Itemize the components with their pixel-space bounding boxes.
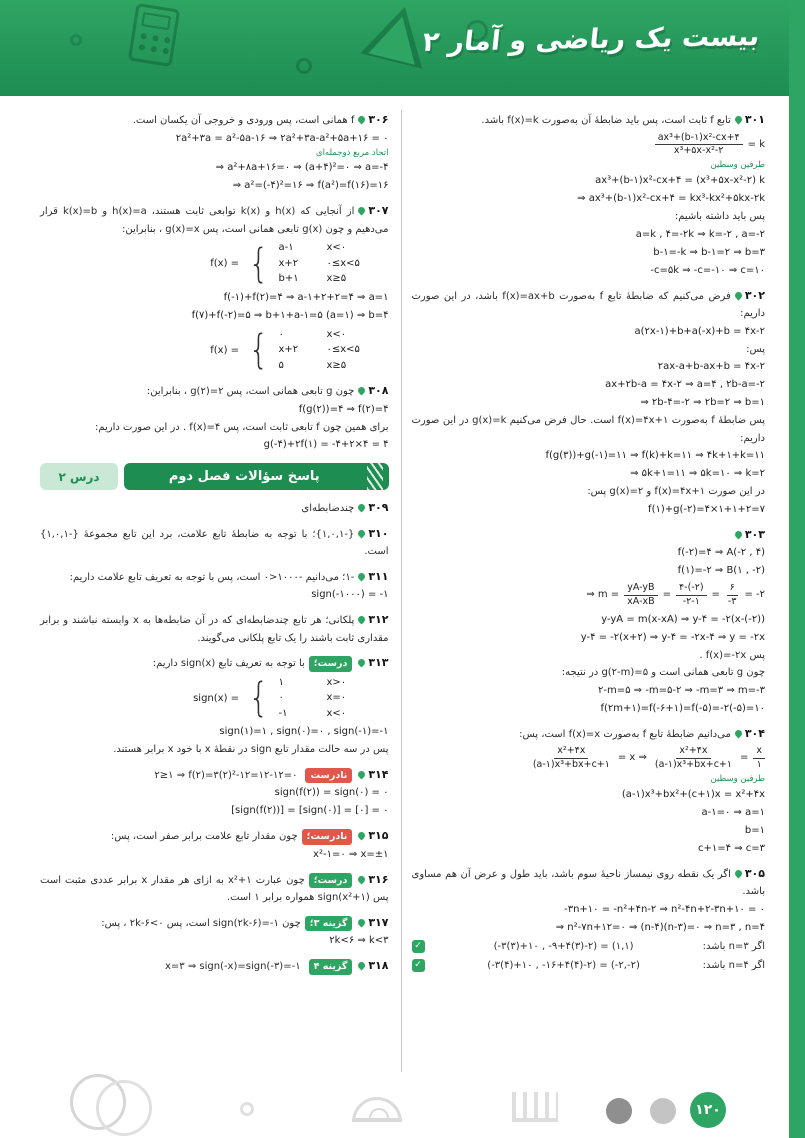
math-operator: = x ⇒ (617, 752, 647, 764)
problem-intro-text: با توجه به تعریف تابع sign(x) داریم: (152, 658, 305, 670)
problem-۳۱۱ (40, 567, 389, 605)
fraction (530, 745, 613, 772)
piecewise-condition: x=۰ (326, 692, 347, 704)
problem-intro-text: -۱؛ می‌دانیم -۱۰۰۰<۰ است، پس با توجه به تعریف تابع علامت داریم: (69, 571, 355, 583)
math-line: ۲≥۱ ⇒ f(۲)=۳(۲)²-۱۲=۱۲-۱۲=۰ (154, 769, 298, 781)
problem-۳۱۷ (40, 913, 389, 951)
text-line: پس باید داشته باشیم: (674, 211, 765, 223)
problem-number: ۳۱۸ (368, 959, 389, 973)
problem-marker-icon (357, 874, 367, 884)
math-line: -۳n+۱۰ = -n²+۴n-۲ ⇒ n²-۴n+۲-۳n+۱۰ = ۰ (564, 903, 765, 915)
piecewise-value: x+۲ (278, 257, 299, 269)
problem-header (40, 870, 389, 907)
math-line: ⇒ ۲b-۴=-۲ ⇒ ۲b=۲ ⇒ b=۱ (640, 397, 765, 409)
problem-intro-text: تابع f ثابت است، پس باید ضابطهٔ آن به‌صورت f(x)=k باشد. (481, 115, 731, 126)
column-left (38, 110, 402, 1072)
problem-number: ۳۱۳ (368, 656, 389, 670)
math-line: x²-۱=۰ ⇒ x=±۱ (313, 848, 389, 860)
piecewise-value: b+۱ (278, 273, 299, 285)
math-line: a-۱=۰ ⇒ a=۱ (701, 806, 765, 818)
piecewise-lhs: sign(x) = (193, 692, 240, 704)
piecewise-rows (279, 675, 389, 722)
problem-intro-text: چون عبارت x²+۱ به ازای هر مقدار x برابر عددی مثبت است پس sign(x²+۱) همواره برابر ۱ است. (40, 874, 389, 904)
problem-marker-icon (357, 615, 367, 625)
math-line: ⇒ a²+۸a+۱۶=۰ ⇒ (a+۴)²=۰ ⇒ a=-۴ (215, 162, 389, 174)
header-banner (0, 0, 805, 96)
math-line: f(۱)=-۲ ⇒ B(۱ , -۲) (677, 565, 765, 577)
piecewise-row (279, 690, 389, 706)
problem-marker-icon (357, 961, 367, 971)
problem-intro-text: {-۱,۰,۱}؛ با توجه به ضابطهٔ تابع علامت، برد این تابع مجموعهٔ {-۱,۰,۱} است. (40, 528, 389, 558)
check-label: اگر n=۳ باشد: (702, 940, 765, 952)
piecewise-value: ۰ (278, 692, 284, 704)
problem-marker-icon (733, 728, 743, 738)
math-line: (-۳(۳)+۱۰ , -۹+۴(۳)-۲) = (۱,۱) (493, 940, 634, 952)
fraction (655, 132, 743, 159)
problem-intro-text: می‌دانیم ضابطهٔ تابع f به‌صورت f(x)=x است، پس: (519, 728, 731, 740)
math-line: (-۳(۴)+۱۰ , -۱۶+۴(۴)-۲) = (-۲,-۲) (487, 959, 640, 971)
piecewise-value: -۱ (278, 707, 288, 719)
protractor-icon (352, 1097, 402, 1122)
math-line: ۲ax-a+b-ax+b = ۴x-۲ (657, 361, 765, 373)
answer-badge: گزینه ۳؛ (305, 916, 353, 931)
section-header (40, 463, 389, 490)
fraction-numerator: x²+۴x (676, 745, 710, 759)
problem-number: ۳۰۷ (368, 204, 389, 218)
problem-marker-icon (357, 831, 367, 841)
page-content (38, 110, 765, 1072)
problem-header (40, 381, 389, 401)
venn-circles-icon (70, 1068, 154, 1132)
piecewise-condition: x≥۵ (326, 359, 347, 371)
problem-intro-text: f همانی است، پس ورودی و خروجی آن یکسان است. (132, 115, 355, 126)
piecewise-value: ۵ (278, 359, 284, 371)
problem-header (40, 567, 389, 587)
problem-۳۱۳ (40, 653, 389, 759)
math-line: a(۲x-۱)+b+a(-x)+b = ۴x-۲ (634, 325, 765, 337)
piecewise-value: ۱ (278, 676, 284, 688)
circle-icon (296, 58, 312, 74)
piecewise-line (40, 325, 389, 376)
piecewise-row (279, 706, 389, 722)
math-line: -c=۵k ⇒ -c=-۱۰ ⇒ c=۱۰ (650, 264, 765, 276)
note-line: طرفین وسطین (710, 773, 765, 784)
circle-icon (70, 34, 82, 46)
problem-number: ۳۱۴ (368, 767, 389, 781)
problem-۳۰۶ (40, 110, 389, 195)
calculator-icon (128, 3, 181, 67)
problem-۳۱۶ (40, 870, 389, 907)
problem-number: ۳۱۶ (368, 872, 389, 886)
note-line: اتحاد مربع دوجمله‌ای (315, 147, 389, 158)
problem-intro-text: چندضابطه‌ای (301, 503, 355, 515)
problem-۳۰۵ (412, 864, 766, 975)
problem-marker-icon (357, 503, 367, 513)
math-line: f(g(۳))+g(-۱)=۱۱ ⇒ f(k)+k=۱۱ ⇒ ۴k+۱+k=۱۱ (545, 450, 765, 462)
math-line: [sign(f(۲))] = [sign(۰)] = [۰] = ۰ (231, 805, 389, 817)
fraction (725, 582, 740, 609)
piecewise-condition: x≥۵ (326, 273, 347, 285)
piecewise-condition: x<۰ (326, 707, 347, 719)
bar-chart-icon (512, 1092, 558, 1122)
math-line: f(۲m+۱)=f(-۶+۱)=f(-۵)=-۲(-۵)=۱۰ (600, 702, 765, 714)
fraction-denominator: x³+۵x-x²-۲ (673, 145, 724, 157)
problem-number: ۳۱۰ (368, 526, 389, 540)
math-line: sign(۱)=۱ , sign(۰)=۰ , sign(-۱)=-۱ (219, 726, 389, 738)
problem-marker-icon (357, 115, 367, 125)
problem-۳۱۰ (40, 524, 389, 561)
piecewise-row (279, 327, 389, 343)
text-line: چون g تابعی همانی است و g(۲-m)=۵ در نتیجه: (561, 667, 765, 679)
page-number-badge: ۱۲۰ (690, 1092, 726, 1128)
piecewise-condition: x<۰ (326, 242, 347, 254)
text-line: در این صورت f(x)=۴x+۱ و g(x)=۲ پس: (587, 486, 765, 498)
math-line: ۲a²+۳a = a²-۵a-۱۶ ⇒ ۲a²+۳a-a²+۵a+۱۶ = ۰ (175, 132, 389, 144)
problem-marker-icon (357, 917, 367, 927)
piecewise-row (279, 256, 389, 272)
section-header-title: پاسخ سؤالات فصل دوم (168, 469, 320, 485)
math-line: f(۷)+f(-۲)=۵ ⇒ b+۱+a-۱=۵ (a=۱) ⇒ b=۴ (191, 309, 389, 321)
piecewise-row (279, 358, 389, 374)
problem-intro-text: چون g تابعی همانی است، پس g(۲)=۲ ، بنابراین: (146, 386, 355, 398)
fraction-numerator: x²+۴x (554, 745, 588, 759)
problem-۳۰۲ (412, 286, 766, 519)
page-edge-strip (789, 0, 805, 1138)
column-right (402, 110, 766, 1072)
problem-header (412, 525, 766, 545)
problem-۳۰۹ (40, 498, 389, 518)
math-line: (a-۱)x³+bx²+(c+۱)x = x²+۴x (621, 788, 765, 800)
math-line: f(g(۲))=۴ ⇒ f(۲)=۴ (298, 403, 389, 415)
problem-marker-icon (733, 529, 743, 539)
checkmark-icon: ✓ (412, 959, 425, 972)
problem-header (40, 653, 389, 673)
math-line: sign(-۱۰۰۰) = -۱ (311, 589, 389, 601)
problem-header (412, 864, 766, 901)
problem-marker-icon (733, 290, 743, 300)
math-line: g(-۴)+۲f(۱) = -۴+۲×۴ = ۴ (263, 439, 389, 451)
section-header-bar (124, 463, 389, 490)
problem-marker-icon (357, 769, 367, 779)
piecewise-value: a-۱ (278, 242, 294, 254)
answer-check-line (412, 956, 766, 975)
math-fraction-line (412, 743, 766, 774)
fraction-denominator: -۲-۱ (682, 595, 700, 607)
math-line: x=۳ ⇒ sign(-x)=sign(-۳)=-۱ (164, 961, 301, 973)
answer-badge: درست؛ (309, 656, 353, 671)
piecewise-lhs: f(x) = (210, 344, 240, 356)
problem-marker-icon (357, 206, 367, 216)
math-line: f(-۲)=۴ ⇒ A(-۲ , ۴) (677, 547, 765, 559)
fraction-numerator: ax³+(b-۱)x²-cx+۴ (655, 132, 743, 146)
problem-۳۱۲ (40, 610, 389, 647)
math-operator: = (662, 589, 672, 601)
problem-number: ۳۱۷ (368, 915, 389, 929)
problem-marker-icon (733, 868, 743, 878)
problem-intro-text: چون مقدار تابع علامت برابر صفر است، پس: (110, 831, 298, 843)
problem-۳۱۴ (40, 765, 389, 821)
math-line: b=۱ (744, 824, 765, 836)
problem-intro-text: اگر یک نقطه روی نیمساز ناحیهٔ سوم باشد، باید طول و عرض آن هم مساوی باشد. (411, 868, 765, 898)
math-line: b-۱=-k ⇒ b-۱=۲ ⇒ b=۳ (653, 246, 765, 258)
problem-intro-text: از آنجایی که h(x) و k(x) توابعی ثابت هستند، h(x)=a و k(x)=b قرار می‌دهیم و چون g(x) تابعی همانی است، پس g(x)=x ، بنابراین: (40, 206, 389, 235)
text-line: پس ضابطهٔ f به‌صورت f(x)=۴x+۱ است. حال فرض می‌کنیم g(x)=k در این صورت داریم: (411, 415, 765, 444)
math-line: c+۱=۴ ⇒ c=۳ (698, 842, 765, 854)
piecewise-row (279, 675, 389, 691)
problem-۳۰۴ (412, 724, 766, 858)
piecewise-line (40, 238, 389, 289)
problem-header (40, 913, 389, 933)
fraction-denominator: ۱ (756, 758, 762, 770)
fraction-denominator: -۳ (727, 595, 737, 607)
problem-۳۱۵ (40, 826, 389, 864)
check-label: اگر n=۴ باشد: (702, 959, 765, 971)
problem-header (40, 765, 389, 785)
problem-header (40, 826, 389, 846)
problem-۳۰۳ (412, 525, 766, 718)
fraction (753, 745, 765, 772)
piecewise-rows (279, 327, 389, 374)
piecewise-lhs: f(x) = (210, 258, 240, 270)
fraction (652, 745, 735, 772)
answer-badge: نادرست؛ (302, 829, 353, 844)
stripes-icon (367, 463, 383, 490)
problem-number: ۳۰۸ (368, 384, 389, 398)
problem-marker-icon (357, 658, 367, 668)
problem-header (40, 110, 389, 130)
problem-header (40, 498, 389, 518)
math-operator: ⇒ m = (586, 589, 620, 601)
math-line: f(-۱)+f(۲)=۴ ⇒ a-۱+۲+۲=۴ ⇒ a=۱ (223, 291, 389, 303)
fraction-numerator: ۶ (727, 582, 738, 596)
dot-icon (606, 1098, 632, 1124)
piecewise-condition: x>۰ (326, 676, 347, 688)
problem-number: ۳۱۵ (368, 829, 389, 843)
math-line: ax³+(b-۱)x²-cx+۴ = (x³+۵x-x²-۲) k (595, 175, 765, 187)
problem-intro-text: فرض می‌کنیم که ضابطهٔ تابع f به‌صورت f(x)=ax+b باشد، در این صورت داریم: (411, 290, 765, 320)
problem-number: ۳۰۲ (744, 288, 765, 302)
math-fraction-line (412, 580, 766, 611)
problem-header (412, 110, 766, 130)
piecewise-condition: ۰≤x<۵ (326, 257, 360, 269)
math-line: ⇒ ۵k+۱=۱۱ ⇒ ۵k=۱۰ ⇒ k=۲ (630, 468, 765, 480)
brace-icon: { (248, 240, 269, 287)
math-line: ⇒ n²-۷n+۱۲=۰ ⇒ (n-۴)(n-۳)=۰ ⇒ n=۳ , n=۴ (555, 921, 765, 933)
math-line: ax+۲b-a = ۴x-۲ ⇒ a=۴ , ۲b-a=-۲ (605, 379, 765, 391)
problem-۳۰۱ (412, 110, 766, 280)
section-header-lesson: درس ۲ (40, 463, 118, 490)
brace-icon: { (248, 675, 269, 722)
problem-۳۱۸ (40, 956, 389, 976)
dot-icon (650, 1098, 676, 1124)
problem-intro-text: پلکانی؛ هر تابع چندضابطه‌ای که در آن ضابطه‌ها به x وابسته نباشند و برابر مقداری ثابت باشند را یک تابع پلکانی می‌گویند. (40, 615, 389, 644)
brace-icon: { (248, 327, 269, 374)
problem-marker-icon (733, 115, 743, 125)
piecewise-row (279, 342, 389, 358)
math-line: ⇒ ax³+(b-۱)x²-cx+۴ = kx³-kx²+۵kx-۲k (577, 193, 765, 205)
problem-header (40, 524, 389, 561)
answer-badge: نادرست (305, 768, 352, 783)
fraction-denominator: (a-۱)x³+bx+c+۱ (654, 758, 732, 770)
fraction (676, 582, 706, 609)
note-line: طرفین وسطین (710, 160, 765, 171)
problem-number: ۳۰۱ (744, 113, 765, 126)
problem-number: ۳۱۲ (368, 613, 389, 627)
piecewise-row (279, 271, 389, 287)
piecewise-row (279, 240, 389, 256)
problem-number: ۳۰۴ (744, 726, 765, 740)
problem-number: ۳۰۶ (368, 113, 389, 126)
piecewise-condition: ۰≤x<۵ (326, 344, 360, 356)
small-circle-icon (240, 1102, 254, 1116)
math-line: y-۴ = -۲(x+۲) ⇒ y-۴ = -۲x-۴ ⇒ y = -۲x (580, 631, 765, 643)
brand-title: بیست یک ریاضی و آمار ۲ (420, 21, 761, 58)
fraction-denominator: xA-xB (627, 595, 655, 607)
fraction (624, 582, 657, 609)
problem-۳۰۸ (40, 381, 389, 454)
text-line: پس: (746, 343, 765, 355)
math-line: a=k , ۴=-۲k ⇒ k=-۲ , a=-۲ (635, 228, 765, 240)
fraction-numerator: yA-yB (624, 582, 657, 596)
problem-marker-icon (357, 571, 367, 581)
answer-check-line (412, 937, 766, 956)
math-line: y-yA = m(x-xA) ⇒ y-۴ = -۲(x-(-۲)) (601, 613, 765, 625)
problem-۳۰۷ (40, 201, 389, 375)
math-line: f(۱)+g(-۲)=۴×۱+۱+۲=۷ (648, 503, 765, 515)
math-operator: = (711, 589, 720, 601)
text-line: پس در سه حالت مقدار تابع sign در نقطهٔ x با خود x برابر هستند. (113, 744, 389, 756)
math-line: ⇒ a²=(-۴)²=۱۶ ⇒ f(a²)=f(۱۶)=۱۶ (232, 180, 389, 192)
math-operator: = k (747, 138, 765, 150)
problem-header (40, 201, 389, 238)
checkmark-icon: ✓ (412, 940, 425, 953)
math-operator: = (739, 752, 749, 764)
problem-header (40, 956, 389, 976)
piecewise-value: x+۲ (278, 344, 299, 356)
problem-marker-icon (357, 528, 367, 538)
piecewise-condition: x<۰ (326, 328, 347, 340)
answer-badge: گزینه ۴ (309, 959, 353, 974)
fraction-numerator: x (753, 745, 765, 759)
problem-header (412, 286, 766, 323)
fraction-denominator: (a-۱)x³+bx+c+۱ (532, 758, 610, 770)
piecewise-rows (279, 240, 389, 287)
problem-marker-icon (357, 386, 367, 396)
problem-number: ۳۰۳ (744, 527, 765, 541)
math-operator: = -۲ (744, 589, 765, 601)
problem-intro-text: چون sign(۲k-۶)=-۱ است، پس ۲k-۶<۰ ، پس: (101, 917, 301, 929)
fraction-numerator: ۴-(-۲) (676, 582, 706, 596)
problem-number: ۳۰۹ (368, 501, 389, 515)
piecewise-line (40, 673, 389, 724)
text-line: برای همین چون f تابعی ثابت است، پس f(x)=۴ . در این صورت داریم: (95, 421, 389, 433)
answer-badge: درست؛ (309, 873, 353, 888)
piecewise-value: ۰ (278, 328, 284, 340)
math-line: ۲k<۶ ⇒ k<۳ (329, 935, 389, 947)
problem-header (412, 724, 766, 744)
math-line: sign(f(۲)) = sign(۰) = ۰ (274, 787, 389, 799)
text-line: پس f(x)=-۲x . (699, 649, 765, 661)
math-fraction-line (412, 130, 766, 161)
problem-number: ۳۱۱ (368, 569, 389, 583)
problem-header (40, 610, 389, 647)
problem-number: ۳۰۵ (744, 866, 765, 880)
math-line: ۲-m=۵ ⇒ -m=۵-۲ ⇒ -m=۳ ⇒ m=-۳ (598, 684, 765, 696)
